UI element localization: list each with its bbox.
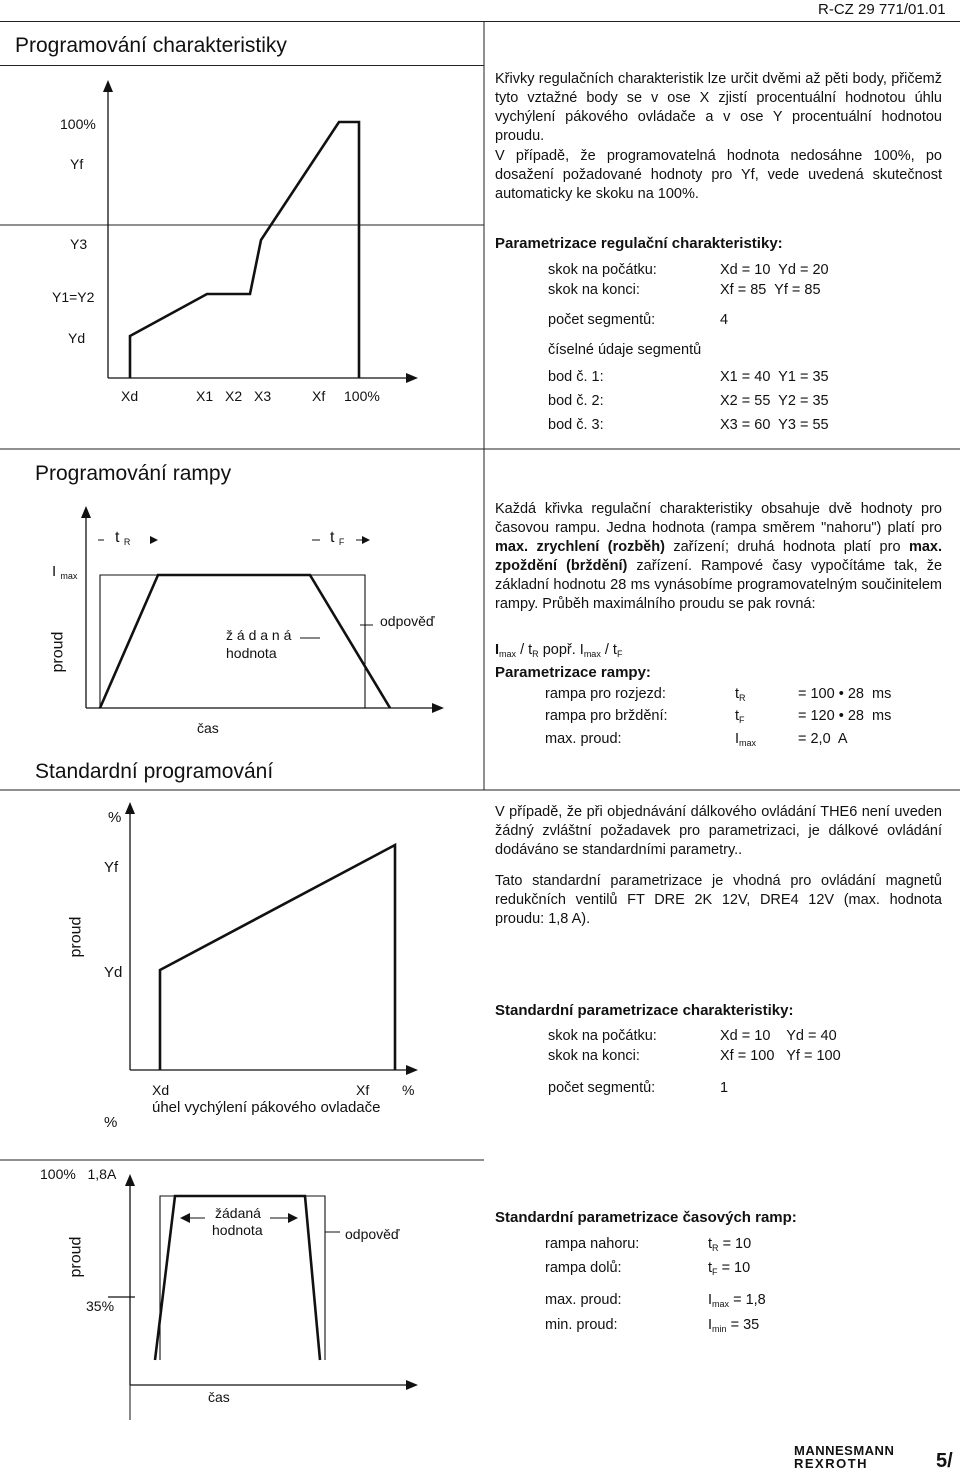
chart1-x-xf: Xf xyxy=(312,388,326,404)
s2-row0-label: rampa pro rozjezd: xyxy=(545,686,666,702)
s3-ramp2-value: $I_{max} = 1,8$ xyxy=(708,1292,766,1309)
s1-row6-label: bod č. 3: xyxy=(548,417,604,433)
chart1-y-yd: Yd xyxy=(68,330,86,346)
ramp-tf-label: t $_F$ xyxy=(330,529,345,547)
page-number: 5/ xyxy=(936,1450,953,1472)
section2-formula: $I_{max} / t_R$ popř. $I_{max} / t_F$ xyxy=(495,642,623,659)
section2-title: Programování rampy xyxy=(35,462,232,485)
s1-row2-label: počet segmentů: xyxy=(548,312,656,328)
s1-row4-label: bod č. 1: xyxy=(548,369,604,385)
ramp-hodnota-label: hodnota xyxy=(226,645,277,661)
chart1-y-yf: Yf xyxy=(70,156,84,172)
s1-row3-label: číselné údaje segmentů xyxy=(548,342,702,358)
section3-para1: V případě, že při objednávání dálkového ovládání THE6 není uveden žádný zvláštní požadavek pro parametrizaci, je dálkové ovládání dodáváno se standardními parametry.. xyxy=(495,804,942,858)
s1-row5-value: X2 = 55 Y2 = 35 xyxy=(720,393,829,409)
chart1-x-x2: X2 xyxy=(225,388,243,404)
s2-row1-label: rampa pro brždění: xyxy=(545,708,668,724)
s3-ramp0-value: $t_R = 10$ xyxy=(708,1236,752,1253)
s1-row0-label: skok na počátku: xyxy=(548,262,657,278)
section3-params-title: Standardní parametrizace charakteristiky: xyxy=(495,1002,794,1019)
ramp-zadana-label: ž á d a n á xyxy=(226,627,292,643)
std-chart-pct-bottom: % xyxy=(104,1114,118,1131)
section3-ramp-title: Standardní parametrizace časových ramp: xyxy=(495,1209,797,1226)
s3-ramp1-value: $t_F = 10$ xyxy=(708,1260,751,1277)
chart1-x-xd: Xd xyxy=(121,388,139,404)
s3-row0-label: skok na počátku: xyxy=(548,1028,657,1044)
std-ramp-zadana: žádaná xyxy=(215,1205,261,1221)
s1-row5-label: bod č. 2: xyxy=(548,393,604,409)
chart1-x-100: 100% xyxy=(344,388,380,404)
section3-title: Standardní programování xyxy=(35,760,274,783)
s3-ramp3-label: min. proud: xyxy=(545,1317,618,1333)
s2-row1-sym: $t_F$ xyxy=(735,708,745,725)
s3-ramp0-label: rampa nahoru: xyxy=(545,1236,640,1252)
chart1-x-x3: X3 xyxy=(254,388,272,404)
std-chart-pct-top: % xyxy=(108,809,122,826)
ramp-imax-label: I $_{max}$ xyxy=(52,563,78,581)
std-ramp-cas: čas xyxy=(208,1389,230,1405)
s1-row2-value: 4 xyxy=(720,312,729,328)
std-ramp-proud: proud xyxy=(67,1236,85,1278)
section1-para1: Křivky regulačních charakteristik lze určit dvěmi až pěti body, přičemž tyto vztažné body se v ose X zjistí procentuální hodnotou úhlu vychýlení pákového ovládače a v ose Y procentuální hodnotou proudu. xyxy=(495,71,942,144)
s3-row2-value: 1 xyxy=(720,1080,729,1096)
chart1-x-x1: X1 xyxy=(196,388,214,404)
s3-row1-value: Xf = 100 Yf = 100 xyxy=(720,1048,841,1064)
section2-params-title: Parametrizace rampy: xyxy=(495,664,651,681)
s2-row1-value: = 120 • 28 ms xyxy=(798,708,892,724)
std-ramp-35: 35% xyxy=(86,1298,115,1314)
brand-logo-line2: REXROTH xyxy=(794,1456,869,1471)
ramp-odpoved-label: odpověď xyxy=(380,613,435,629)
brand-logo-line1: MANNESMANN xyxy=(794,1443,895,1458)
section1-title-rule xyxy=(0,65,484,66)
ramp-tr-label: t $_R$ xyxy=(115,529,131,547)
std-ramp-top-label: 100% 1,8A xyxy=(40,1166,117,1182)
s3-row0-value: Xd = 10 Yd = 40 xyxy=(720,1028,837,1044)
section1-para2: V případě, že programovatelná hodnota nedosáhne 100%, po dosažení požadované hodnoty pro Yf, vede uvedená skutečnost automaticky ke skoku na 100%. xyxy=(495,148,942,202)
s3-ramp3-value: $I_{min} = 35$ xyxy=(708,1317,760,1334)
s1-row1-label: skok na konci: xyxy=(548,282,640,298)
s1-row4-value: X1 = 40 Y1 = 35 xyxy=(720,369,829,385)
std-chart-pct-right: % xyxy=(402,1082,415,1098)
section1-params-title: Parametrizace regulační charakteristiky: xyxy=(495,235,783,252)
section1-title: Programování charakteristiky xyxy=(15,34,287,57)
doc-number: R-CZ 29 771/01.01 xyxy=(818,1,946,18)
std-chart-yd: Yd xyxy=(104,964,123,981)
std-chart-xd: Xd xyxy=(152,1082,170,1098)
s1-row6-value: X3 = 60 Y3 = 55 xyxy=(720,417,829,433)
s1-row0-value: Xd = 10 Yd = 20 xyxy=(720,262,829,278)
std-chart-xf: Xf xyxy=(356,1082,370,1098)
s2-row0-value: = 100 • 28 ms xyxy=(798,686,892,702)
s1-row1-value: Xf = 85 Yf = 85 xyxy=(720,282,821,298)
std-chart-xlabel: úhel vychýlení pákového ovladače xyxy=(152,1099,381,1116)
s3-ramp1-label: rampa dolů: xyxy=(545,1260,622,1276)
s3-row1-label: skok na konci: xyxy=(548,1048,640,1064)
s2-row0-sym: $t_R$ xyxy=(735,686,746,703)
s3-row2-label: počet segmentů: xyxy=(548,1080,656,1096)
std-ramp-odpoved: odpověď xyxy=(345,1226,400,1242)
header-rule xyxy=(0,21,960,22)
chart1-y-y1y2: Y1=Y2 xyxy=(52,289,95,305)
ramp-proud-label: proud xyxy=(49,631,67,673)
ramp-cas-label: čas xyxy=(197,720,219,736)
section3-para2: Tato standardní parametrizace je vhodná pro ovládání magnetů redukčních ventilů FT DRE 2K 12V, DRE4 12V (max. hodnota proudu: 1,8 A). xyxy=(495,873,942,927)
chart1-y-100: 100% xyxy=(60,116,96,132)
chart1-y-y3: Y3 xyxy=(70,236,88,252)
section2-para: Každá křivka regulační charakteristiky obsahuje dvě hodnoty pro časovou rampu. Jedna hodnota (rampa směrem "nahoru") platí pro max. zrychlení (rozběh) zařízení; druhá hodnota platí pro max. zpoždění (brždění) zařízení. Rampové časy vypočítáme tak, že základní hodnotu 28 ms vynásobíme programovatelným součinitelem rampy. Průběh maximálního proudu se pak rovná: xyxy=(495,501,943,612)
s2-row2-label: max. proud: xyxy=(545,731,622,747)
s2-row2-sym: $I_{max}$ xyxy=(735,731,757,748)
std-chart-proud: proud xyxy=(67,916,85,958)
s3-ramp2-label: max. proud: xyxy=(545,1292,622,1308)
std-ramp-hodnota: hodnota xyxy=(212,1222,263,1238)
s2-row2-value: = 2,0 A xyxy=(798,731,848,747)
std-chart-yf: Yf xyxy=(104,859,119,876)
